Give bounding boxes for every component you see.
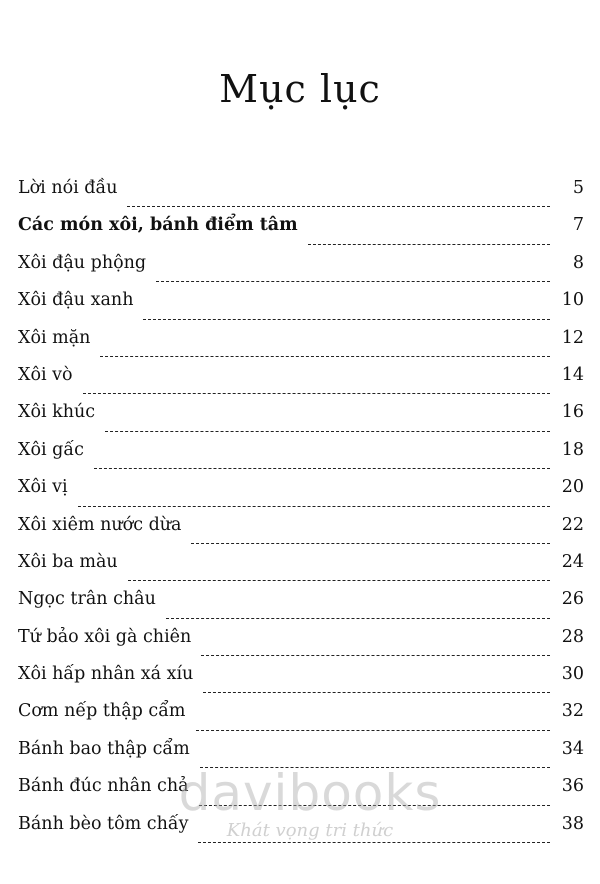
toc-entry-label: Xôi vị bbox=[18, 477, 68, 498]
toc-leader-line bbox=[127, 206, 550, 207]
toc-entry-label: Xôi gấc bbox=[18, 439, 84, 460]
toc-entry-label: Tứ bảo xôi gà chiên bbox=[18, 626, 192, 647]
toc-leader-line bbox=[308, 244, 550, 245]
toc-entry bbox=[18, 439, 584, 479]
toc-entry bbox=[18, 364, 584, 404]
toc-entry-page-number: 22 bbox=[561, 514, 584, 535]
toc-entry-label: Xôi ba màu bbox=[18, 551, 118, 572]
toc-entry bbox=[18, 327, 584, 367]
toc-entry bbox=[18, 292, 584, 329]
toc-leader-line bbox=[128, 580, 550, 581]
toc-entry-label: Xôi khúc bbox=[18, 402, 96, 423]
toc-entry bbox=[18, 813, 584, 853]
toc-entry-label: Xôi mặn bbox=[18, 327, 91, 348]
toc-leader-line bbox=[100, 356, 550, 357]
toc-entry bbox=[18, 252, 584, 292]
toc-entry-label: Các món xôi, bánh điểm tâm bbox=[18, 215, 298, 236]
toc-entry bbox=[18, 738, 584, 778]
toc-entry-page-number: 5 bbox=[572, 178, 584, 198]
toc-entry-page-number: 12 bbox=[561, 327, 584, 348]
toc-entry-page-number: 8 bbox=[572, 252, 584, 273]
toc-entry-label: Cơm nếp thập cẩm bbox=[18, 701, 186, 722]
toc-entry bbox=[18, 591, 584, 628]
toc-leader-line bbox=[166, 618, 550, 619]
toc-entry bbox=[18, 666, 584, 703]
toc-leader-line bbox=[199, 805, 550, 806]
toc-entry-page-number: 18 bbox=[561, 439, 584, 460]
toc-entry bbox=[18, 551, 584, 591]
toc-entry bbox=[18, 180, 584, 217]
toc-entry-page-number: 14 bbox=[561, 364, 584, 385]
toc-entry-label: Bánh bèo tôm chấy bbox=[18, 813, 189, 834]
toc-entry-label: Xôi đậu xanh bbox=[18, 290, 134, 311]
toc-entry bbox=[18, 514, 584, 554]
toc-leader-line bbox=[143, 319, 550, 320]
toc-leader-line bbox=[200, 767, 550, 768]
toc-leader-line bbox=[83, 393, 550, 394]
toc-entry-page-number: 20 bbox=[561, 477, 584, 498]
toc-entry-label: Ngọc trân châu bbox=[18, 589, 156, 610]
toc-entry-label: Xôi xiêm nước dừa bbox=[18, 514, 182, 535]
toc-entry-label: Xôi vò bbox=[18, 364, 73, 385]
table-of-contents bbox=[18, 180, 584, 853]
toc-entry-page-number: 36 bbox=[561, 776, 584, 797]
watermark-brand: davibooks bbox=[178, 764, 442, 822]
toc-entry-page-number: 7 bbox=[572, 215, 584, 236]
toc-entry bbox=[18, 626, 584, 666]
toc-leader-line bbox=[198, 842, 550, 843]
toc-entry bbox=[18, 217, 584, 254]
toc-entry-page-number: 28 bbox=[561, 626, 584, 647]
toc-entry-page-number: 26 bbox=[561, 589, 584, 610]
toc-leader-line bbox=[156, 281, 550, 282]
toc-entry bbox=[18, 778, 584, 815]
watermark-tagline: Khát vọng tri thức bbox=[226, 820, 394, 841]
toc-leader-line bbox=[201, 655, 550, 656]
toc-entry-label: Xôi đậu phộng bbox=[18, 252, 147, 273]
toc-entry-page-number: 24 bbox=[561, 551, 584, 572]
toc-entry-page-number: 38 bbox=[561, 813, 584, 834]
toc-entry-page-number: 30 bbox=[561, 664, 584, 685]
toc-leader-line bbox=[203, 692, 550, 693]
toc-entry-label: Lời nói đầu bbox=[18, 178, 118, 198]
toc-leader-line bbox=[94, 468, 550, 469]
toc-entry bbox=[18, 404, 584, 441]
toc-leader-line bbox=[191, 543, 550, 544]
toc-entry-label: Bánh bao thập cẩm bbox=[18, 738, 190, 759]
toc-leader-line bbox=[78, 506, 550, 507]
toc-entry-page-number: 32 bbox=[561, 701, 584, 722]
toc-entry-page-number: 34 bbox=[561, 738, 584, 759]
toc-leader-line bbox=[105, 431, 550, 432]
toc-entry bbox=[18, 479, 584, 516]
page-title: Mục lục bbox=[219, 67, 381, 112]
toc-entry-page-number: 16 bbox=[561, 402, 584, 423]
toc-entry bbox=[18, 703, 584, 740]
toc-leader-line bbox=[196, 730, 550, 731]
toc-entry-label: Xôi hấp nhân xá xíu bbox=[18, 664, 194, 685]
toc-entry-label: Bánh đúc nhân chả bbox=[18, 776, 189, 797]
toc-entry-page-number: 10 bbox=[561, 290, 584, 311]
